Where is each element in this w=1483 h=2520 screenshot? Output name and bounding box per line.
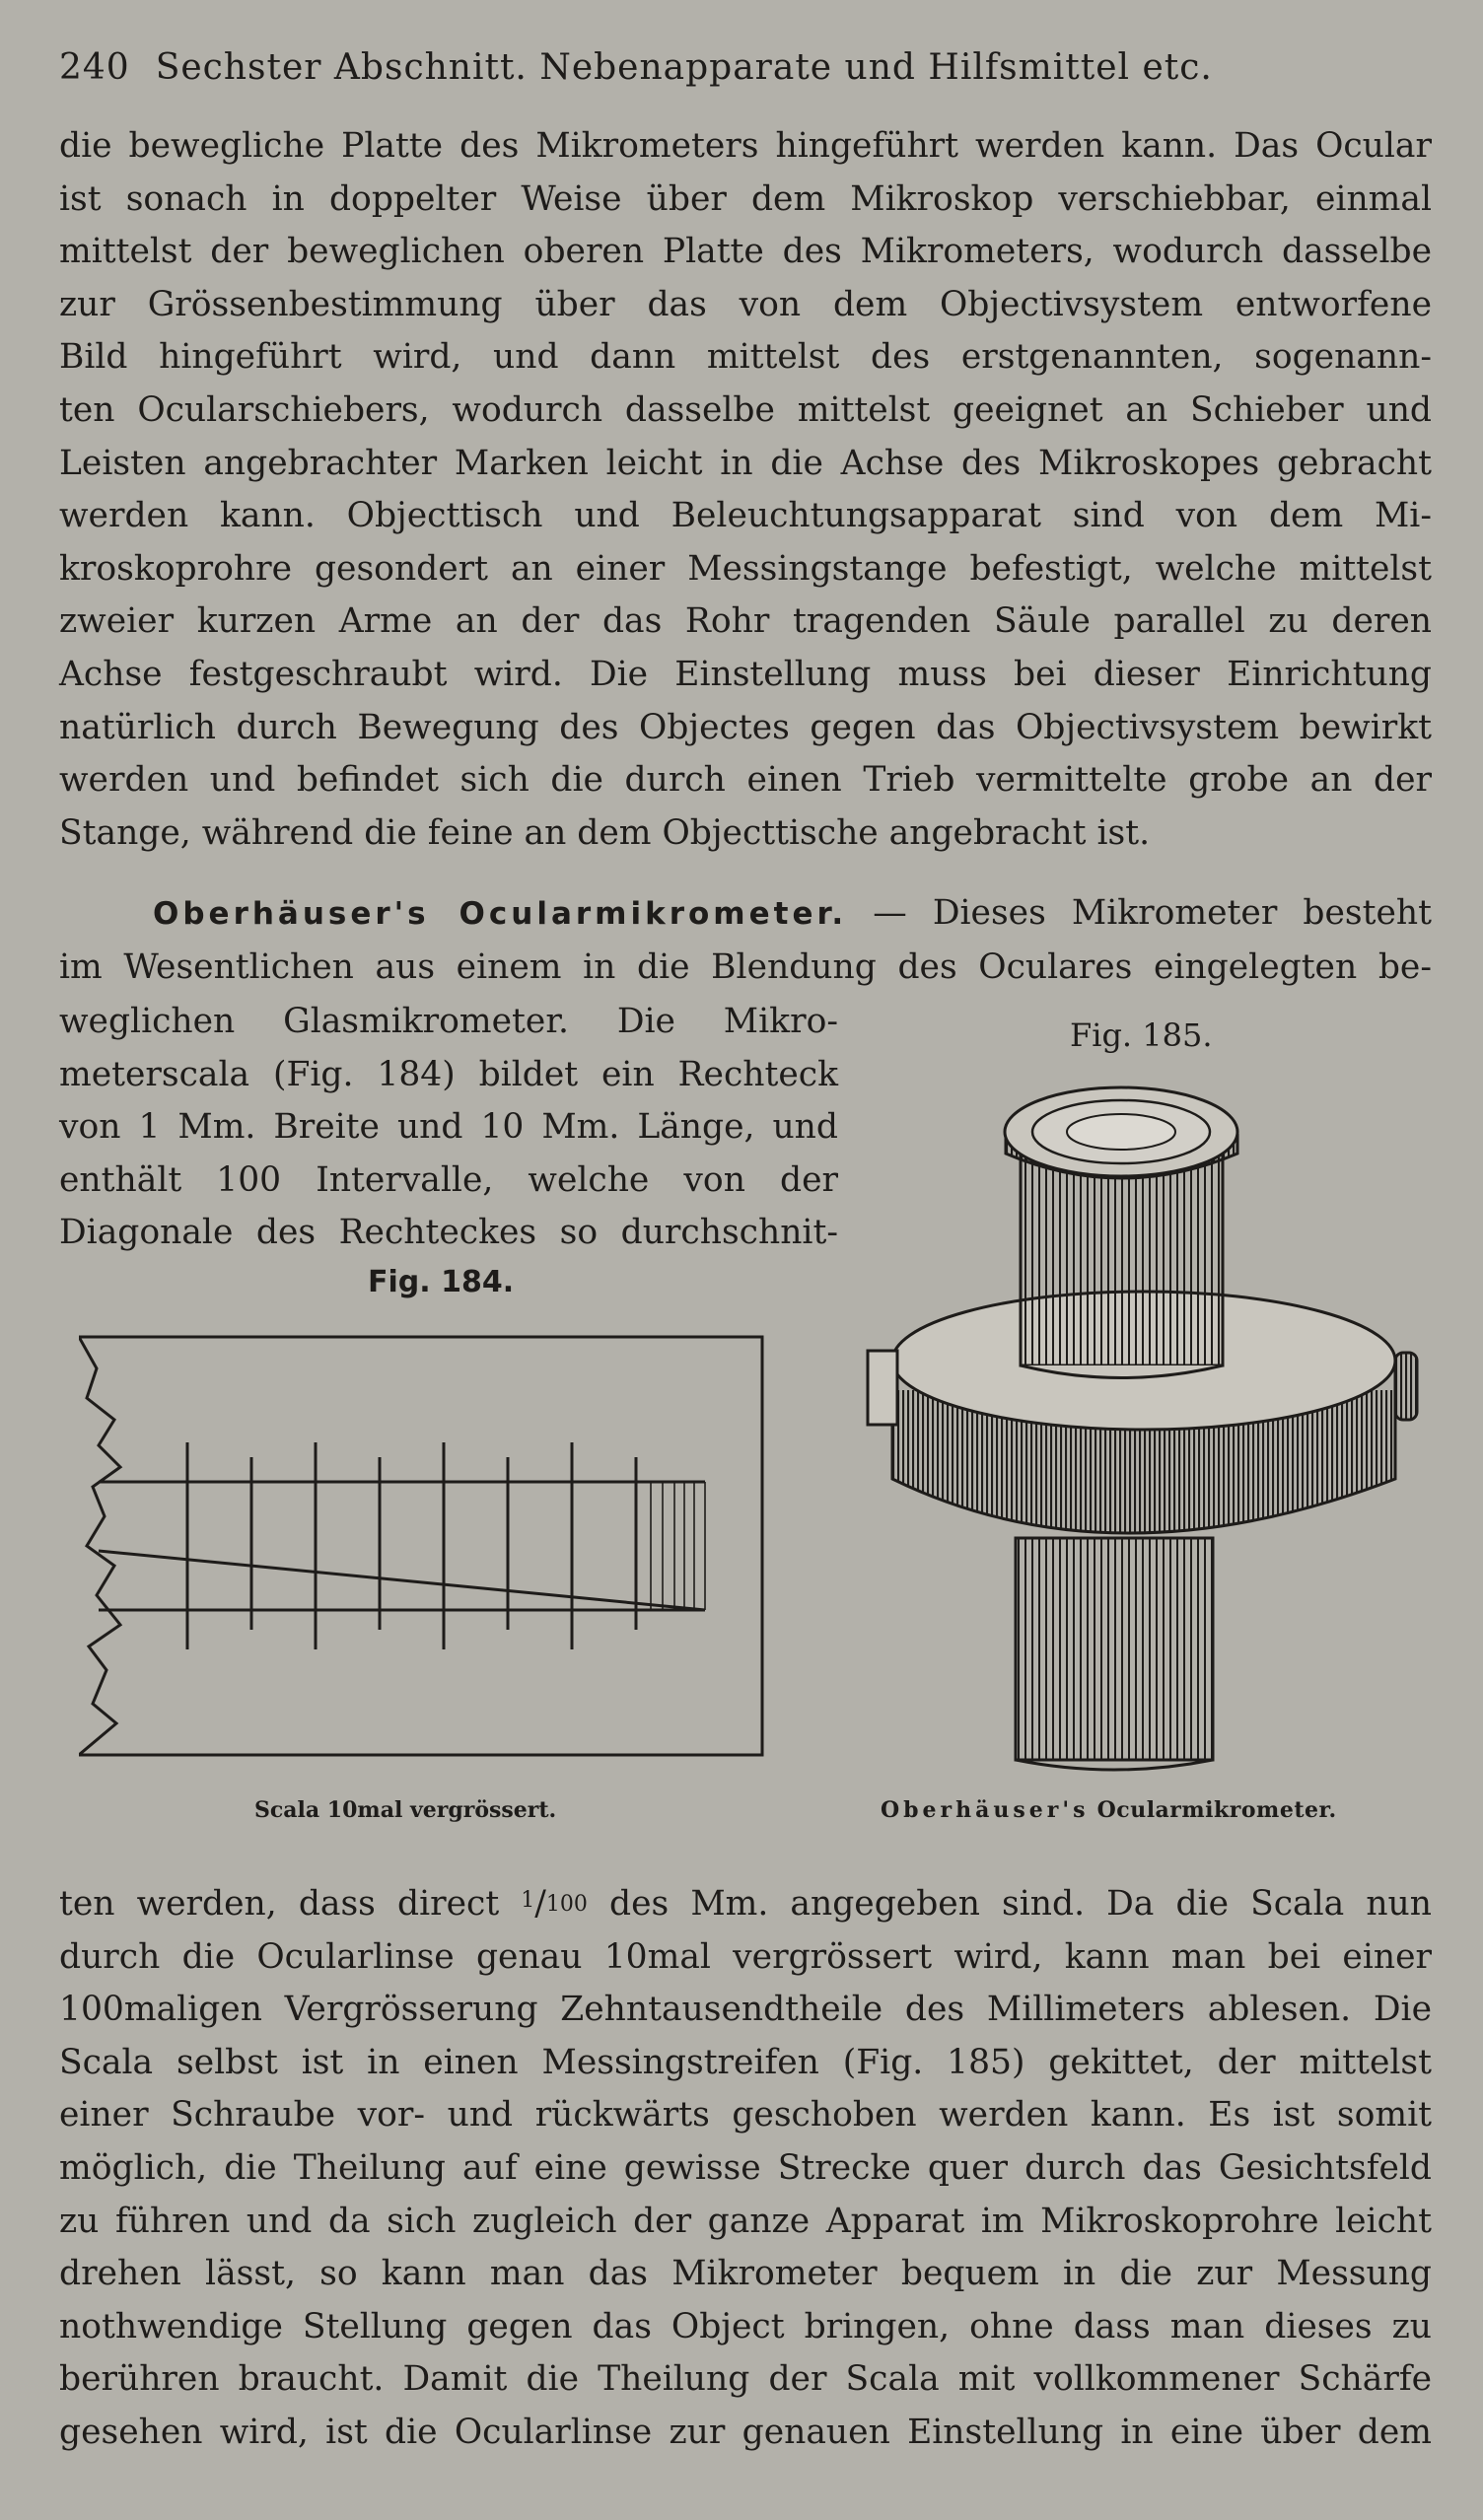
scale-diagonal (99, 1551, 705, 1610)
text-line: durch die Ocularlinse genau 10mal vergrössert wird, kann man bei einer (59, 1936, 1432, 1977)
text-run: des Mm. angegeben sind. Da die Scala nun (587, 1884, 1432, 1924)
heading-line-text: — Dieses Mikrometer besteht (873, 893, 1433, 933)
text-line: 100maligen Vergrösserung Zehntausendtheile des Millimeters ablesen. Die (59, 1990, 1432, 2030)
running-title: Sechster Abschnitt. Nebenapparate und Hilfsmittel etc. (155, 47, 1213, 88)
frame-outline (79, 1337, 762, 1755)
text-run: ten werden, dass direct (59, 1884, 522, 1924)
text-line: drehen lässt, so kann man das Mikrometer bequem in die zur Messung (59, 2254, 1432, 2294)
text-line: ist sonach in doppelter Weise über dem Mikroskop verschiebbar, einmal (59, 178, 1432, 219)
text-line-last: Stange, während die feine an dem Objecttische angebracht ist. (59, 812, 1151, 853)
figure-185-label: Fig. 185. (1070, 1016, 1213, 1054)
text-line: Achse festgeschraubt wird. Die Einstellung muss bei dieser Einrichtung (59, 654, 1432, 694)
text-line: werden und befindet sich die durch einen Trieb vermittelte grobe an der (59, 760, 1432, 801)
text-line-fraction: ten werden, dass direct $^1$/100 des Mm. angegeben sind. Da die Scala nun (59, 1884, 1432, 1924)
figure-185-eyepiece-drawing (858, 1075, 1430, 1775)
text-line: zu führen und da sich zugleich der ganze Apparat im Mikroskoprohre leicht (59, 2201, 1432, 2241)
text-line: einer Schraube vor- und rückwärts geschoben werden kann. Es ist somit (59, 2095, 1432, 2135)
text-line: Scala selbst ist in einen Messingstreifen (Fig. 185) gekittet, der mittelst (59, 2042, 1432, 2082)
text-line: mittelst der beweglichen oberen Platte des Mikrometers, wodurch dasselbe (59, 232, 1432, 272)
caption-spaced-text: Oberhäuser's (881, 1797, 1090, 1823)
text-line: ten Ocularschiebers, wodurch dasselbe mittelst geeignet an Schieber und (59, 389, 1432, 430)
fraction-numerator: 1 (521, 1888, 535, 1913)
paragraph-2 (59, 887, 1432, 994)
section-heading: Oberhäuser's Ocularmikrometer. (153, 896, 848, 932)
figure-184-label: Fig. 184. (368, 1265, 515, 1299)
text-line: kroskoprohre gesondert an einer Messingstange befestigt, welche mittelst (59, 548, 1432, 589)
text-line: die bewegliche Platte des Mikrometers hingeführt werden kann. Das Ocular (59, 126, 1432, 166)
text-line: werden kann. Objecttisch und Beleuchtungsapparat sind von dem Mi- (59, 496, 1432, 536)
text-line: Bild hingeführt wird, und dann mittelst des erstgenannten, sogenann- (59, 337, 1432, 378)
text-line: möglich, die Theilung auf eine gewisse Strecke quer durch das Gesichtsfeld (59, 2147, 1432, 2188)
paragraph-2-narrow-column (59, 996, 838, 1260)
text-line: gesehen wird, ist die Ocularlinse zur genauen Einstellung in eine über dem (59, 2412, 1432, 2452)
text-line: Leisten angebrachter Marken leicht in die Achse des Mikroskopes gebracht (59, 443, 1432, 483)
torn-edge (79, 1337, 120, 1755)
text-line: meterscala (Fig. 184) bildet ein Rechteck (59, 1054, 838, 1094)
text-line: berühren braucht. Damit die Theilung der Scala mit vollkommener Schärfe (59, 2359, 1432, 2400)
text-line: weglichen Glasmikrometer. Die Mikro- (59, 1002, 838, 1041)
paragraph-3 (59, 1878, 1432, 2460)
text-line: im Wesentlichen aus einem in die Blendung des Oculares eingelegten be- (59, 946, 1432, 987)
section-heading-line (59, 887, 1432, 942)
figure-184-scale-drawing (79, 1329, 769, 1763)
running-header (59, 47, 1430, 88)
page-number: 240 (59, 47, 130, 88)
text-line: von 1 Mm. Breite und 10 Mm. Länge, und (59, 1107, 838, 1148)
caption-text: Ocularmikrometer. (1089, 1797, 1337, 1823)
figure-185-caption (881, 1797, 1337, 1823)
paragraph-1 (59, 120, 1432, 860)
text-line: natürlich durch Bewegung des Objectes gegen das Objectivsystem bewirkt (59, 707, 1432, 747)
text-line: nothwendige Stellung gegen das Object bringen, ohne dass man dieses zu (59, 2306, 1432, 2346)
figure-184-caption: Scala 10mal vergrössert. (254, 1797, 557, 1823)
text-line: zur Grössenbestimmung über das von dem Objectivsystem entworfene (59, 284, 1432, 324)
text-line: zweier kurzen Arme an der das Rohr tragenden Säule parallel zu deren (59, 601, 1432, 642)
text-line: enthält 100 Intervalle, welche von der (59, 1159, 838, 1200)
text-line: Diagonale des Rechteckes so durchschnit- (59, 1213, 838, 1253)
fraction-denominator: 100 (545, 1892, 588, 1917)
